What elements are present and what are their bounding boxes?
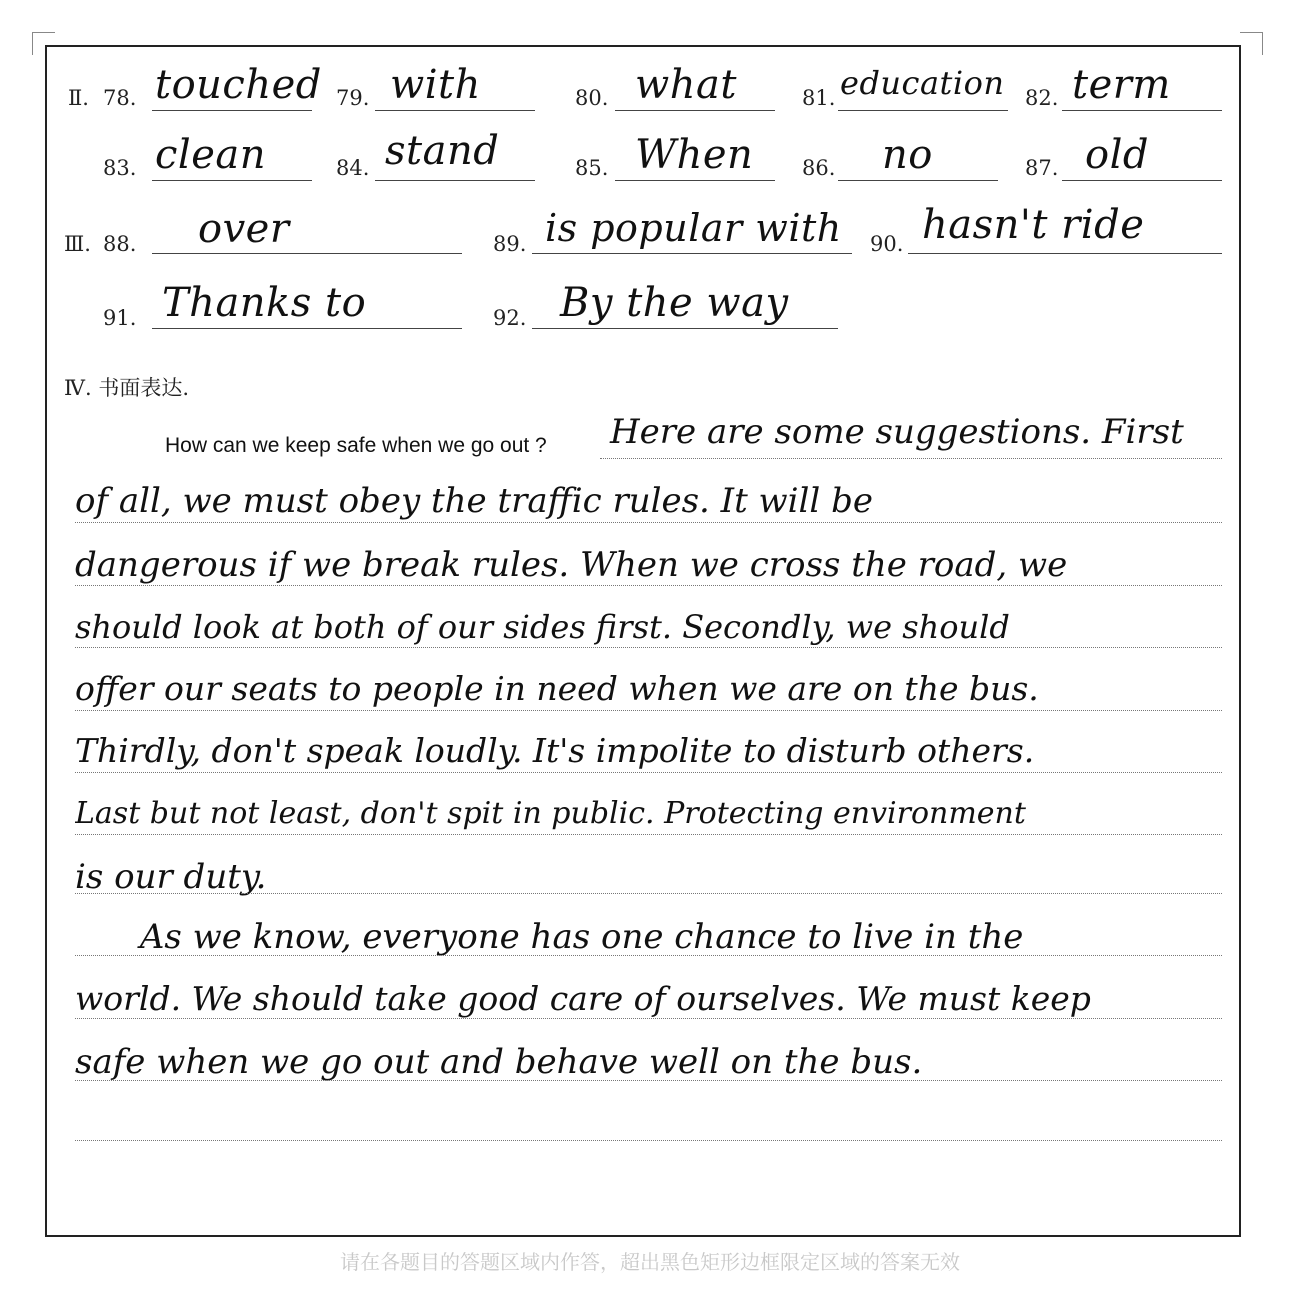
essay-line-9: world. We should take good care of ourselves. We must keep: [75, 979, 1091, 1018]
footer-instruction: 请在各题目的答题区域内作答，超出黑色矩形边框限定区域的答案无效: [340, 1250, 960, 1274]
q80-underline: [615, 110, 775, 111]
q87-answer: old: [1085, 132, 1149, 178]
q90-underline: [908, 253, 1222, 254]
q92-number: 92.: [493, 306, 527, 330]
q87-underline: [1062, 180, 1222, 181]
q79-answer: with: [390, 62, 481, 108]
essay-line-7: is our duty.: [75, 857, 267, 897]
q86-answer: no: [882, 132, 933, 178]
q88-underline: [152, 253, 462, 254]
q85-answer: When: [635, 132, 754, 178]
q83-underline: [152, 180, 312, 181]
q78-number: 78.: [103, 86, 137, 110]
q85-number: 85.: [575, 156, 609, 180]
q81-underline: [838, 110, 1008, 111]
q86-number: 86.: [802, 156, 836, 180]
essay-line-3: should look at both of our sides first. Secondly, we should: [75, 608, 1010, 646]
q92-answer: By the way: [560, 280, 789, 326]
essay-line-4: offer our seats to people in need when we are on the bus.: [75, 669, 1039, 708]
essay-rule-11: [75, 1140, 1222, 1141]
essay-rule-10: [75, 1080, 1222, 1081]
essay-line-1: of all, we must obey the traffic rules. It will be: [75, 481, 873, 521]
q89-answer: is popular with: [545, 206, 842, 250]
q91-answer: Thanks to: [162, 280, 367, 326]
q80-number: 80.: [575, 86, 609, 110]
q84-underline: [375, 180, 535, 181]
q81-answer: education: [840, 64, 1005, 102]
q82-number: 82.: [1025, 86, 1059, 110]
q86-underline: [838, 180, 998, 181]
q83-answer: clean: [155, 132, 266, 178]
q79-underline: [375, 110, 535, 111]
q83-number: 83.: [103, 156, 137, 180]
q84-number: 84.: [336, 156, 370, 180]
part2-label: Ⅱ.: [68, 86, 89, 110]
q82-answer: term: [1072, 62, 1171, 108]
essay-rule-4: [75, 710, 1222, 711]
q87-number: 87.: [1025, 156, 1059, 180]
part3-label: Ⅲ.: [64, 232, 91, 256]
q89-underline: [532, 253, 852, 254]
essay-prompt: How can we keep safe when we go out ?: [165, 434, 547, 457]
q84-answer: stand: [385, 128, 500, 174]
crop-mark-top-right: [1240, 32, 1263, 55]
q81-number: 81.: [802, 86, 836, 110]
q90-answer: hasn't ride: [922, 202, 1145, 248]
essay-line-10: safe when we go out and behave well on the bus.: [75, 1042, 923, 1082]
essay-rule-0: [600, 458, 1222, 459]
essay-rule-5: [75, 772, 1222, 773]
essay-line-5: Thirdly, don't speak loudly. It's impolite to disturb others.: [75, 731, 1035, 770]
q78-answer: touched: [155, 62, 322, 108]
essay-first-line: Here are some suggestions. First: [610, 412, 1184, 452]
q89-number: 89.: [493, 232, 527, 256]
essay-rule-2: [75, 585, 1222, 586]
essay-line-8: As we know, everyone has one chance to live in the: [75, 917, 1024, 957]
q80-answer: what: [635, 62, 737, 108]
q91-number: 91.: [103, 306, 137, 330]
part4-label: Ⅳ. 书面表达.: [64, 376, 190, 400]
q85-underline: [615, 180, 775, 181]
q79-number: 79.: [336, 86, 370, 110]
q90-number: 90.: [870, 232, 904, 256]
essay-rule-6: [75, 834, 1222, 835]
essay-rule-7: [75, 893, 1222, 894]
q88-answer: over: [198, 206, 290, 252]
essay-line-2: dangerous if we break rules. When we cross the road, we: [75, 545, 1068, 585]
q91-underline: [152, 328, 462, 329]
q92-underline: [532, 328, 838, 329]
q82-underline: [1062, 110, 1222, 111]
essay-rule-3: [75, 647, 1222, 648]
essay-rule-8: [75, 955, 1222, 956]
essay-rule-1: [75, 522, 1222, 523]
essay-rule-9: [75, 1018, 1222, 1019]
q78-underline: [152, 110, 312, 111]
q88-number: 88.: [103, 232, 137, 256]
essay-line-6: Last but not least, don't spit in public. Protecting environment: [75, 796, 1026, 831]
